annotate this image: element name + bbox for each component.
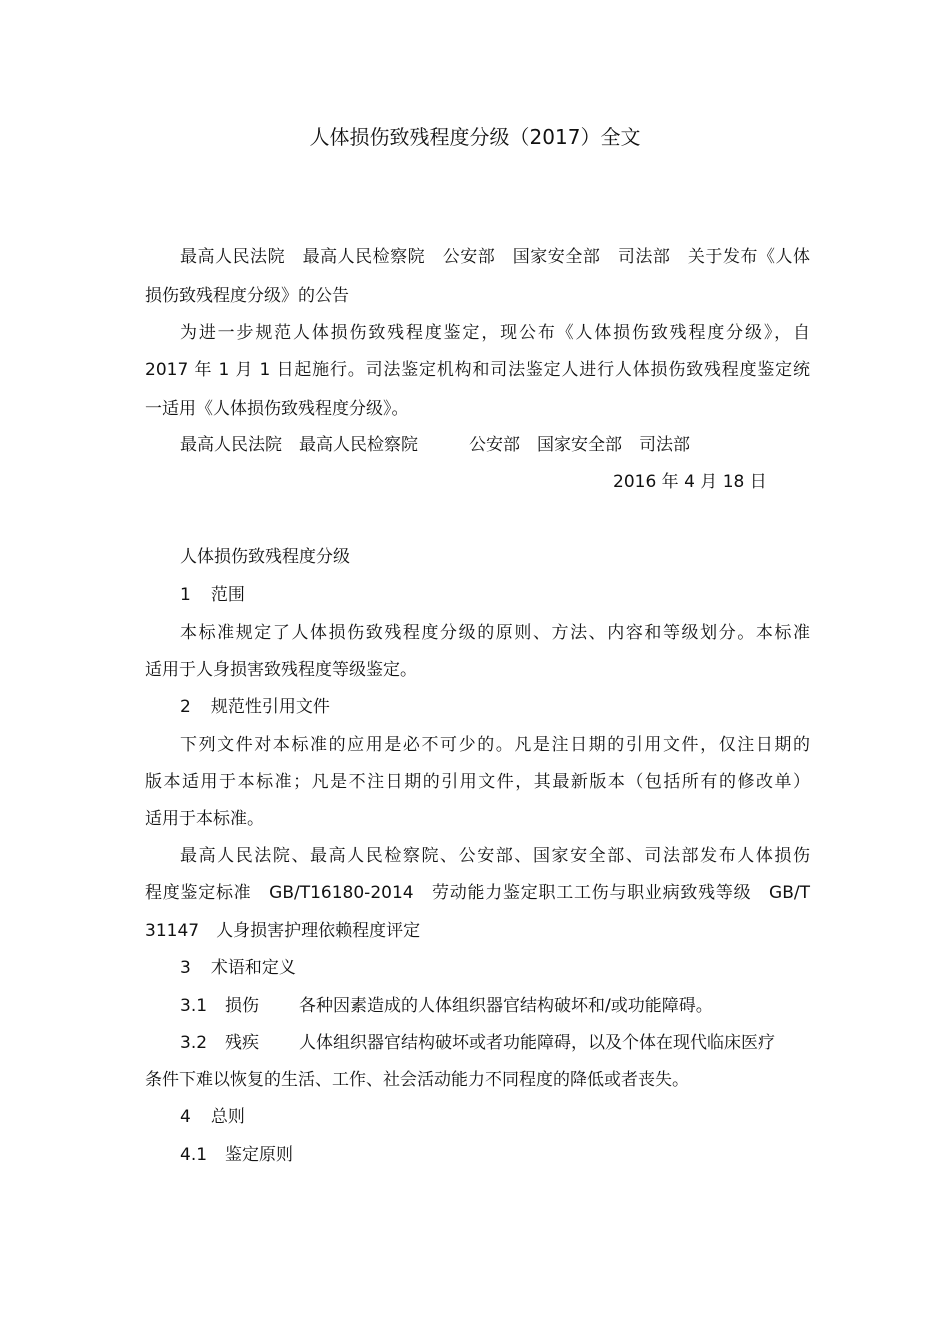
notice-heading-line-2: 损伤致残程度分级》的公告: [145, 286, 349, 306]
notice-signers: 最高人民法院 最高人民检察院 公安部 国家安全部 司法部: [180, 435, 690, 455]
notice-date: 2016 年 4 月 18 日: [613, 472, 767, 492]
section-2-body-line-1: 下列文件对本标准的应用是必不可少的。凡是注日期的引用文件，仅注日期的: [180, 735, 810, 755]
section-number: 1: [180, 585, 191, 605]
section-2-refs-line-3: 31147 人身损害护理依赖程度评定: [145, 921, 421, 941]
notice-body-line-2: 2017 年 1 月 1 日起施行。司法鉴定机构和司法鉴定人进行人体损伤致残程度鉴定统: [145, 360, 810, 380]
section-title: 范围: [210, 585, 245, 605]
term-number: 3.1: [180, 996, 208, 1016]
section-number: 4.1: [180, 1145, 208, 1165]
section-4-1-heading: [180, 1142, 810, 1168]
section-1-body-line-2: 适用于人身损害致残程度等级鉴定。: [145, 660, 417, 680]
document-title: 人体损伤致残程度分级（2017）全文: [309, 125, 641, 149]
term-number: 3.2: [180, 1033, 208, 1053]
section-3-heading: [180, 955, 810, 981]
section-title: 鉴定原则: [225, 1145, 294, 1165]
notice-heading-line-1: 最高人民法院 最高人民检察院 公安部 国家安全部 司法部 关于发布《人体: [180, 247, 810, 267]
term-name: 残疾: [225, 1033, 260, 1053]
term-definition: 各种因素造成的人体组织器官结构破坏和/或功能障碍。: [299, 996, 713, 1016]
section-title: 术语和定义: [210, 958, 296, 978]
term-3-2: [180, 1030, 810, 1056]
section-2-refs-line-2: 程度鉴定标准 GB/T16180-2014 劳动能力鉴定职工工伤与职业病致残等级 GB/T: [145, 883, 810, 903]
notice-body-line-1: 为进一步规范人体损伤致残程度鉴定，现公布《人体损伤致残程度分级》，自: [180, 323, 810, 343]
section-number: 2: [180, 697, 191, 717]
section-2-body-line-2: 版本适用于本标准；凡是不注日期的引用文件，其最新版本（包括所有的修改单）: [145, 772, 810, 792]
term-name: 损伤: [225, 996, 260, 1016]
term-3-2-continuation: 条件下难以恢复的生活、工作、社会活动能力不同程度的降低或者丧失。: [145, 1070, 689, 1090]
standard-title: 人体损伤致残程度分级: [180, 547, 350, 567]
section-number: 3: [180, 958, 191, 978]
notice-body-line-3: 一适用《人体损伤致残程度分级》。: [145, 399, 409, 419]
section-title: 规范性引用文件: [210, 697, 330, 717]
section-1-heading: [180, 582, 810, 608]
section-1-body-line-1: 本标准规定了人体损伤致残程度分级的原则、方法、内容和等级划分。本标准: [180, 623, 810, 643]
section-2-body-line-3: 适用于本标准。: [145, 809, 264, 829]
section-number: 4: [180, 1107, 191, 1127]
term-definition: 人体组织器官结构破坏或者功能障碍，以及个体在现代临床医疗: [299, 1033, 776, 1053]
section-2-heading: [180, 694, 810, 720]
term-3-1: [180, 993, 810, 1019]
section-title: 总则: [210, 1107, 245, 1127]
section-4-heading: [180, 1104, 810, 1130]
section-2-refs-line-1: 最高人民法院、最高人民检察院、公安部、国家安全部、司法部发布人体损伤: [180, 846, 810, 866]
